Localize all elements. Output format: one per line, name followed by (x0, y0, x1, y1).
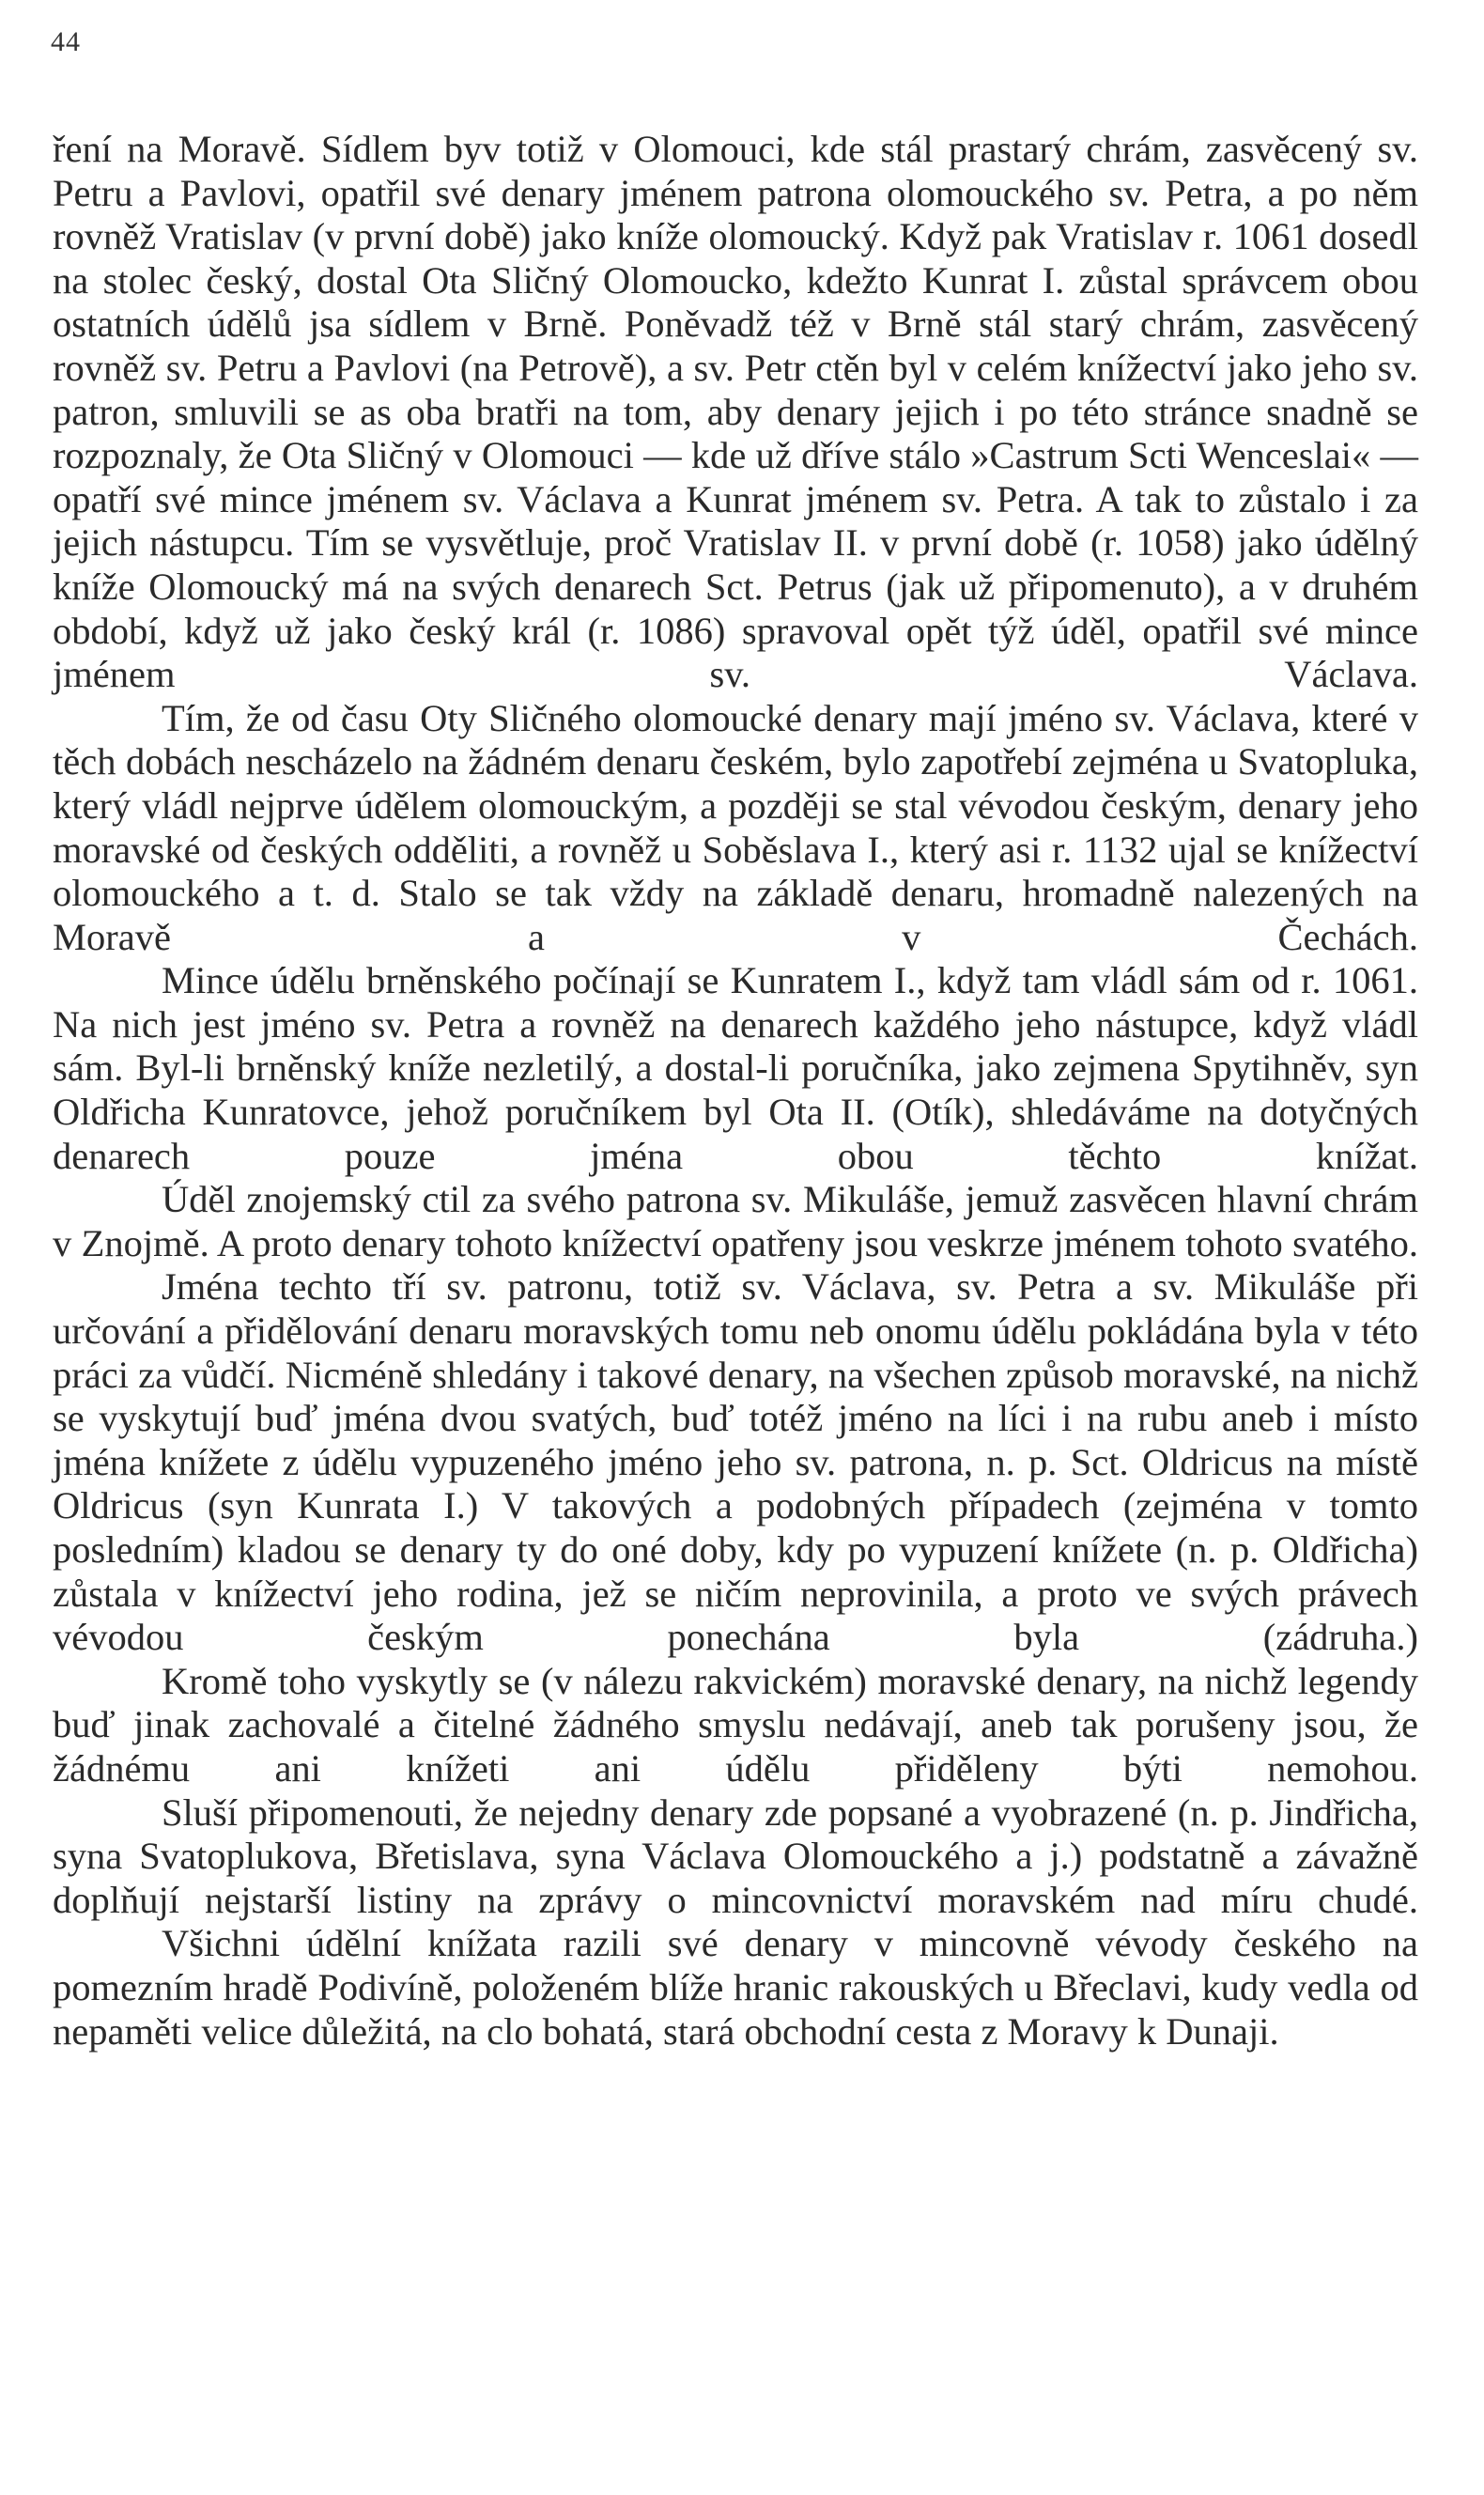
paragraph-5: Jména techto tří sv. patronu, totiž sv. Václava, sv. Petra a sv. Mikuláše při určování a přidělování denaru moravských tomu neb onomu údělu pokládána byla v této práci za vůdčí. Nicméně shledány i takové denary, na všechen způsob moravské, na nichž se vyskytují buď jména dvou svatých, buď totéž jméno na líci i na rubu aneb i místo jména knížete z údělu vypuzeného jméno jeho sv. patrona, n. p. Sct. Oldricus na místě Oldricus (syn Kunrata I.) V takových a podobných případech (zejména v tomto posledním) kladou se denary ty do oné doby, kdy po vypuzení knížete (n. p. Oldřicha) zůstala v knížectví jeho rodina, jež se ničím neprovinila, a proto ve svých právech vévodou českým ponechána byla (zádruha.) (53, 1265, 1418, 1659)
paragraph-1: ření na Moravě. Sídlem byv totiž v Olomouci, kde stál prastarý chrám, zasvěcený sv. Petru a Pavlovi, opatřil své denary jménem patrona olomouckého sv. Petra, a po něm rovněž Vratislav (v první době) jako kníže olomoucký. Když pak Vratislav r. 1061 dosedl na stolec český, dostal Ota Sličný Olomoucko, kdežto Kunrat I. zůstal správcem obou ostatních údělů jsa sídlem v Brně. Poněvadž též v Brně stál starý chrám, zasvěcený rovněž sv. Petru a Pavlovi (na Petrově), a sv. Petr ctěn byl v celém knížectví jako jeho sv. patron, smluvili se as oba bratři na tom, aby denary jejich i po této stránce snadně se rozpoznaly, že Ota Sličný v Olomouci — kde už dříve stálo »Castrum Scti Wenceslai« — opatří své mince jménem sv. Václava a Kunrat jménem sv. Petra. A tak to zůstalo i za jejich nástupcu. Tím se vysvětluje, proč Vratislav II. v první době (r. 1058) jako údělný kníže Olomoucký má na svých denarech Sct. Petrus (jak už připomenuto), a v druhém období, když už jako český král (r. 1086) spravoval opět týž úděl, opatřil své mince jménem sv. Václava. (53, 128, 1418, 696)
paragraph-3: Mince údělu brněnského počínají se Kunratem I., když tam vládl sám od r. 1061. Na nich jest jméno sv. Petra a rovněž na denarech každého jeho nástupce, když vládl sám. Byl-li brněnský kníže nezletilý, a dostal-li poručníka, jako zejmena Spytihněv, syn Oldřicha Kunratovce, jehož poručníkem byl Ota II. (Otík), shledáváme na dotyčných denarech pouze jména obou těchto knížat. (53, 959, 1418, 1177)
page-number: 44 (51, 26, 81, 57)
paragraph-6: Kromě toho vyskytly se (v nálezu rakvickém) moravské denary, na nichž legendy buď jinak zachovalé a čitelné žádného smyslu nedávají, aneb tak porušeny jsou, že žádnému ani knížeti ani údělu přiděleny býti nemohou. (53, 1659, 1418, 1790)
paragraph-4: Úděl znojemský ctil za svého patrona sv. Mikuláše, jemuž zasvěcen hlavní chrám v Znojmě. A proto denary tohoto knížectví opatřeny jsou veskrze jménem tohoto svatého. (53, 1178, 1418, 1264)
paragraph-8: Všichni údělní knížata razili své denary v mincovně vévody českého na pomezním hradě Podivíně, položeném blíže hranic rakouských u Břeclavi, kudy vedla od nepaměti velice důležitá, na clo bohatá, stará obchodní cesta z Moravy k Dunaji. (53, 1922, 1418, 2053)
text-body (53, 128, 1418, 2053)
paragraph-2: Tím, že od času Oty Sličného olomoucké denary mají jméno sv. Václava, které v těch dobách nescházelo na žádném denaru českém, bylo zapotřebí zejména u Svatopluka, který vládl nejprve údělem olomouckým, a později se stal vévodou českým, denary jeho moravské od českých odděliti, a rovněž u Soběslava I., který asi r. 1132 ujal se knížectví olomouckého a t. d. Stalo se tak vždy na základě denaru, hromadně nalezených na Moravě a v Čechách. (53, 696, 1418, 958)
paragraph-7: Sluší připomenouti, že nejedny denary zde popsané a vyobrazené (n. p. Jindřicha, syna Svatoplukova, Břetislava, syna Václava Olomouckého a j.) podstatně a závažně doplňují nejstarší listiny na zprávy o mincovnictví moravském nad míru chudé. (53, 1790, 1418, 1921)
